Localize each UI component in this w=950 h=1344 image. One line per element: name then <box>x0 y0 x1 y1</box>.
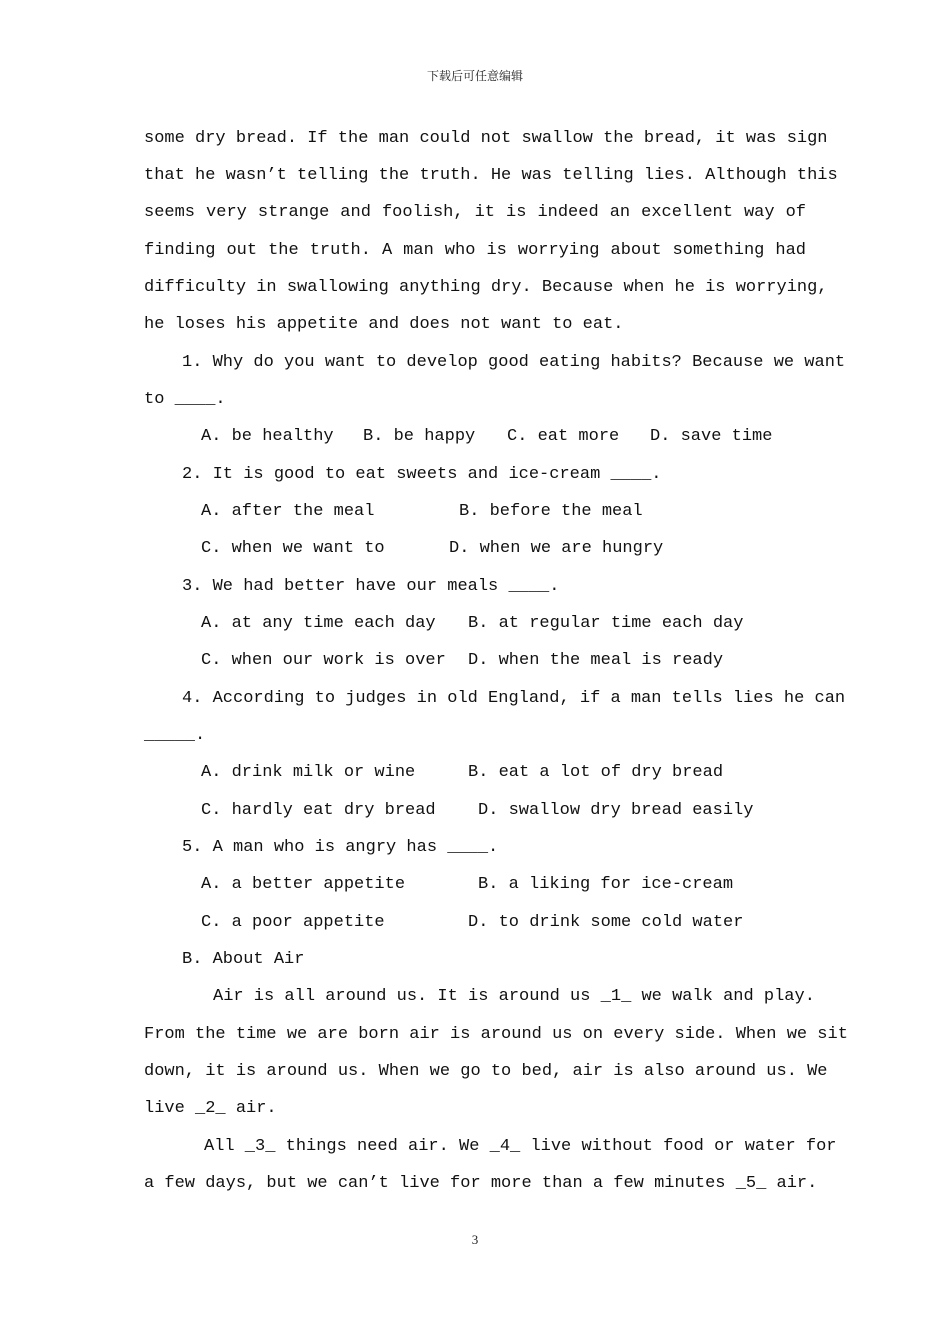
option-c: C. when our work is over <box>201 651 446 670</box>
option-a: A. a better appetite <box>201 875 406 894</box>
option-b: B. eat a lot of dry bread <box>468 763 724 782</box>
option-c: C. eat more <box>507 427 620 446</box>
passage-line: he loses his appetite and does not want to eat. <box>144 315 624 334</box>
option-b: B. a liking for ice-cream <box>478 875 734 894</box>
option-c: C. hardly eat dry bread <box>201 801 436 820</box>
question-stem: 4. According to judges in old England, if a man tells lies he can <box>182 689 846 708</box>
option-c: C. a poor appetite <box>201 913 385 932</box>
passage-line: Air is all around us. It is around us _1_ we walk and play. <box>213 987 815 1006</box>
passage-line: that he wasn’t telling the truth. He was telling lies. Although this <box>144 166 838 185</box>
option-a: A. at any time each day <box>201 614 436 633</box>
passage-line: live _2_ air. <box>144 1099 277 1118</box>
option-a: A. drink milk or wine <box>201 763 416 782</box>
question-stem: _____. <box>144 726 206 745</box>
passage-line: seems very strange and foolish, it is indeed an excellent way of <box>144 203 806 222</box>
passage-line: finding out the truth. A man who is worrying about something had <box>144 241 806 260</box>
option-d: D. swallow dry bread easily <box>478 801 754 820</box>
option-c: C. when we want to <box>201 539 385 558</box>
option-a: A. be healthy <box>201 427 334 446</box>
option-d: D. when we are hungry <box>449 539 664 558</box>
option-d: D. save time <box>650 427 773 446</box>
page-number: 3 <box>471 1232 479 1247</box>
passage-line: a few days, but we can’t live for more than a few minutes _5_ air. <box>144 1174 818 1193</box>
question-stem: 3. We had better have our meals ____. <box>182 577 560 596</box>
passage-line: difficulty in swallowing anything dry. Because when he is worrying, <box>144 278 828 297</box>
option-b: B. be happy <box>363 427 476 446</box>
option-d: D. when the meal is ready <box>468 651 724 670</box>
section-title: B. About Air <box>182 950 305 969</box>
passage-line: some dry bread. If the man could not swallow the bread, it was sign <box>144 129 828 148</box>
option-b: B. at regular time each day <box>468 614 744 633</box>
passage-line: From the time we are born air is around us on every side. When we sit <box>144 1025 848 1044</box>
option-a: A. after the meal <box>201 502 375 521</box>
question-stem: 2. It is good to eat sweets and ice-cream ____. <box>182 465 662 484</box>
question-stem: to ____. <box>144 390 226 409</box>
passage-line: down, it is around us. When we go to bed, air is also around us. We <box>144 1062 828 1081</box>
option-d: D. to drink some cold water <box>468 913 744 932</box>
question-stem: 1. Why do you want to develop good eating habits? Because we want <box>182 353 846 372</box>
page-header: 下载后可任意编辑 <box>426 69 523 83</box>
passage-line: All _3_ things need air. We _4_ live without food or water for <box>204 1137 837 1156</box>
question-stem: 5. A man who is angry has ____. <box>182 838 499 857</box>
option-b: B. before the meal <box>459 502 643 521</box>
